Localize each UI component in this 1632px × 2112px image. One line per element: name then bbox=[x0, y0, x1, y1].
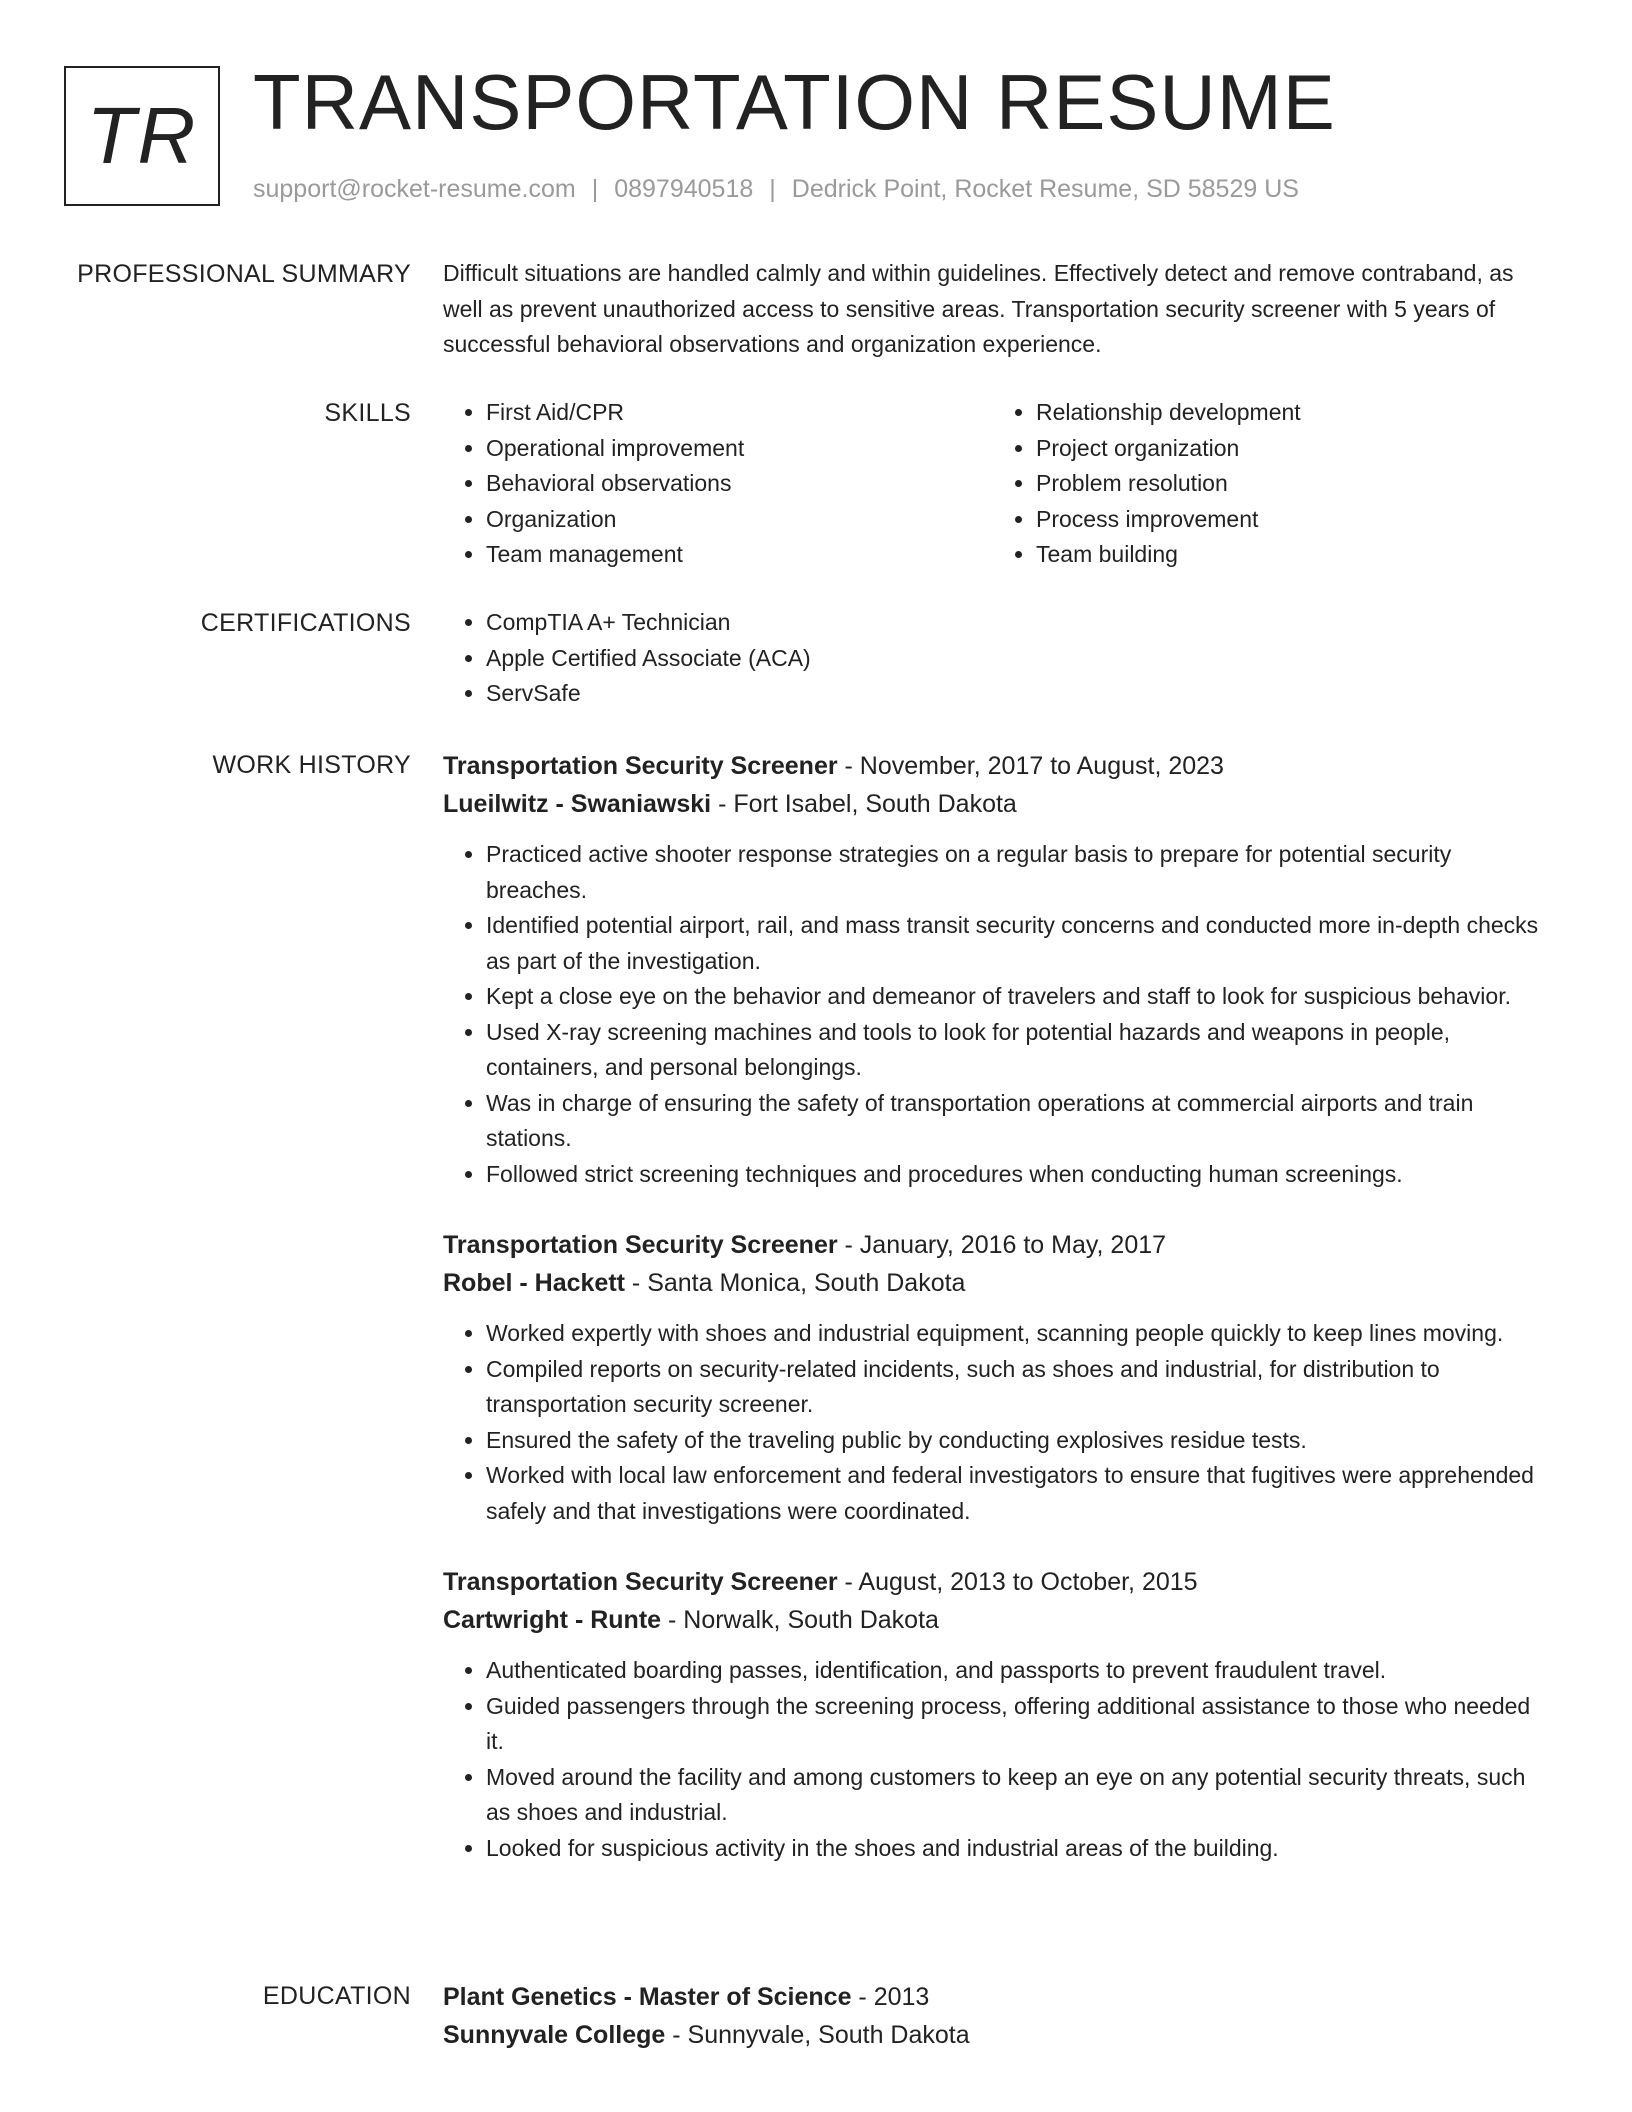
job-duty: • Looked for suspicious activity in the shoes and industrial areas of the building. bbox=[486, 1831, 1543, 1867]
job-duties bbox=[443, 1653, 1543, 1866]
job-title: Transportation Security Screener bbox=[443, 1231, 838, 1259]
summary-label: PROFESSIONAL SUMMARY bbox=[77, 260, 411, 288]
skill-item: • Team management bbox=[486, 537, 993, 573]
education-label: EDUCATION bbox=[262, 1982, 411, 2010]
job-duty: • Worked expertly with shoes and industrial equipment, scanning people quickly to keep lines moving. bbox=[486, 1316, 1543, 1352]
job-entry bbox=[443, 1563, 1543, 1866]
skill-item: • Relationship development bbox=[1036, 395, 1543, 431]
job-company: Robel - Hackett bbox=[443, 1269, 625, 1297]
certification-item: • ServSafe bbox=[486, 676, 1543, 712]
education-degree-line bbox=[443, 1978, 1543, 2016]
education-location: - Sunnyvale, South Dakota bbox=[665, 2021, 970, 2049]
skill-item: • Problem resolution bbox=[1036, 466, 1543, 502]
job-location: - Santa Monica, South Dakota bbox=[624, 1269, 966, 1297]
job-title: Transportation Security Screener bbox=[443, 752, 838, 780]
job-company-line bbox=[443, 785, 1543, 823]
job-dates: - August, 2013 to October, 2015 bbox=[837, 1568, 1198, 1596]
job-duty: • Identified potential airport, rail, and mass transit security concerns and conducted more in-depth checks as part of the investigation. bbox=[486, 908, 1543, 979]
job-duty: • Worked with local law enforcement and federal investigators to ensure that fugitives were apprehended safely and that investigations were coordinated. bbox=[486, 1458, 1543, 1529]
job-company-line bbox=[443, 1601, 1543, 1639]
job-duty: • Ensured the safety of the traveling public by conducting explosives residue tests. bbox=[486, 1423, 1543, 1459]
certification-item: • CompTIA A+ Technician bbox=[486, 605, 1543, 641]
job-title-line bbox=[443, 747, 1543, 785]
education-school-line bbox=[443, 2016, 1543, 2054]
skills-list-right bbox=[993, 395, 1543, 573]
skill-item: • Team building bbox=[1036, 537, 1543, 573]
skill-item: • Process improvement bbox=[1036, 502, 1543, 538]
job-duty: • Practiced active shooter response strategies on a regular basis to prepare for potential security breaches. bbox=[486, 837, 1543, 908]
certification-item: • Apple Certified Associate (ACA) bbox=[486, 641, 1543, 677]
summary-text: Difficult situations are handled calmly and within guidelines. Effectively detect and remove contraband, as well as prevent unauthorized access to sensitive areas. Transportation security screener with 5 years of successful behavioral observations and organization experience. bbox=[443, 260, 1514, 357]
job-duty: • Was in charge of ensuring the safety of transportation operations at commercial airports and train stations. bbox=[486, 1086, 1543, 1157]
job-duties bbox=[443, 1316, 1543, 1529]
job-duty: • Authenticated boarding passes, identification, and passports to prevent fraudulent travel. bbox=[486, 1653, 1543, 1689]
job-entry bbox=[443, 747, 1543, 1192]
education-degree: Plant Genetics - Master of Science bbox=[443, 1983, 852, 2011]
monogram-box bbox=[64, 66, 220, 206]
contact-separator: | bbox=[769, 175, 776, 203]
contact-email: support@rocket-resume.com bbox=[253, 175, 576, 203]
job-company-line bbox=[443, 1264, 1543, 1302]
contact-address: Dedrick Point, Rocket Resume, SD 58529 US bbox=[791, 175, 1299, 203]
skill-item: • First Aid/CPR bbox=[486, 395, 993, 431]
skill-item: • Operational improvement bbox=[486, 431, 993, 467]
resume-title: TRANSPORTATION RESUME bbox=[253, 58, 1336, 146]
job-dates: - November, 2017 to August, 2023 bbox=[837, 752, 1224, 780]
job-company: Lueilwitz - Swaniawski bbox=[443, 790, 712, 818]
contact-line bbox=[253, 172, 1299, 206]
job-title: Transportation Security Screener bbox=[443, 1568, 838, 1596]
job-company: Cartwright - Runte bbox=[443, 1606, 662, 1634]
skill-item: • Project organization bbox=[1036, 431, 1543, 467]
job-title-line bbox=[443, 1563, 1543, 1601]
job-entry bbox=[443, 1226, 1543, 1529]
job-title-line bbox=[443, 1226, 1543, 1264]
education-year: - 2013 bbox=[851, 1983, 930, 2011]
job-location: - Fort Isabel, South Dakota bbox=[711, 790, 1017, 818]
job-duty: • Used X-ray screening machines and tools to look for potential hazards and weapons in people, containers, and personal belongings. bbox=[486, 1015, 1543, 1086]
job-duty: • Followed strict screening techniques and procedures when conducting human screenings. bbox=[486, 1157, 1543, 1193]
skills-label: SKILLS bbox=[324, 399, 411, 427]
job-dates: - January, 2016 to May, 2017 bbox=[837, 1231, 1167, 1259]
contact-separator: | bbox=[591, 175, 599, 203]
certifications-list bbox=[443, 605, 1543, 712]
skill-item: • Behavioral observations bbox=[486, 466, 993, 502]
job-location: - Norwalk, South Dakota bbox=[661, 1606, 939, 1634]
job-duty: • Compiled reports on security-related incidents, such as shoes and industrial, for distribution to transportation security screener. bbox=[486, 1352, 1543, 1423]
job-duty: • Moved around the facility and among customers to keep an eye on any potential security threats, such as shoes and industrial. bbox=[486, 1760, 1543, 1831]
skills-list-left bbox=[443, 395, 993, 573]
education-school: Sunnyvale College bbox=[443, 2021, 666, 2049]
job-duty: • Guided passengers through the screening process, offering additional assistance to those who needed it. bbox=[486, 1689, 1543, 1760]
work-history-label: WORK HISTORY bbox=[212, 751, 411, 779]
contact-phone: 0897940518 bbox=[614, 175, 754, 203]
job-duties bbox=[443, 837, 1543, 1192]
job-duty: • Kept a close eye on the behavior and demeanor of travelers and staff to look for suspicious behavior. bbox=[486, 979, 1543, 1015]
monogram-initials: TR bbox=[86, 91, 198, 180]
skill-item: • Organization bbox=[486, 502, 993, 538]
certifications-label: CERTIFICATIONS bbox=[200, 609, 411, 637]
